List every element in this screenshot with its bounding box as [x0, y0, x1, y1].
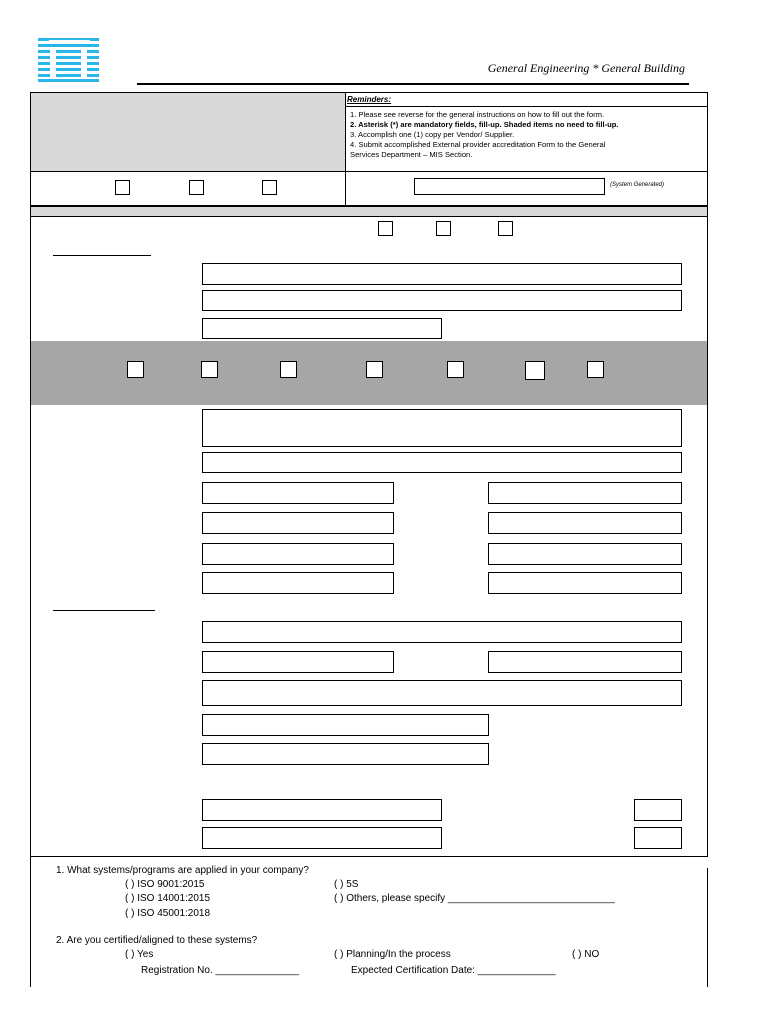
input-field-5b[interactable] — [488, 482, 682, 504]
shaded-checkbox-2[interactable] — [201, 361, 218, 378]
input-field-10a[interactable] — [202, 651, 394, 673]
category-checkbox-3[interactable] — [498, 221, 513, 236]
reminder-line-3: 3. Accomplish one (1) copy per Vendor/ Supplier. — [350, 130, 515, 139]
reminder-line-4: 4. Submit accomplished External provider accreditation Form to the General — [350, 140, 606, 149]
input-field-14a[interactable] — [202, 799, 442, 821]
input-field-3[interactable] — [202, 318, 442, 339]
q2-expected-date[interactable]: Expected Certification Date: ______________ — [351, 965, 556, 976]
input-field-7b[interactable] — [488, 543, 682, 565]
shaded-checkbox-1[interactable] — [127, 361, 144, 378]
reminder-line-2: 2. Asterisk (*) are mandatory fields, fill-up. Shaded items no need to fill-up. — [350, 120, 619, 129]
input-field-9[interactable] — [202, 621, 682, 643]
questions-right-border — [707, 868, 708, 987]
input-field-15a[interactable] — [202, 827, 442, 849]
question-1: 1. What systems/programs are applied in your company? — [56, 865, 309, 876]
input-field-8a[interactable] — [202, 572, 394, 594]
input-field-13[interactable] — [202, 743, 489, 765]
system-generated-label: (System Generated) — [610, 182, 665, 188]
questions-left-border — [30, 857, 31, 987]
input-field-10b[interactable] — [488, 651, 682, 673]
q2-option-no[interactable]: ( ) NO — [572, 949, 600, 960]
section-band — [30, 206, 708, 217]
input-field-7a[interactable] — [202, 543, 394, 565]
category-checkbox-1[interactable] — [378, 221, 393, 236]
question-2: 2. Are you certified/aligned to these systems? — [56, 935, 258, 946]
main-right-border — [707, 217, 708, 857]
system-generated-field[interactable] — [414, 178, 605, 195]
q1-option-others[interactable]: ( ) Others, please specify ______________________________ — [334, 893, 615, 904]
header-rule — [137, 83, 689, 85]
input-field-4[interactable] — [202, 452, 682, 473]
category-checkbox-2[interactable] — [436, 221, 451, 236]
q1-option-iso9001[interactable]: ( ) ISO 9001:2015 — [125, 879, 205, 890]
label-underline-1 — [53, 255, 151, 256]
input-field-15b[interactable] — [634, 827, 682, 849]
q1-option-iso45001[interactable]: ( ) ISO 45001:2018 — [125, 908, 211, 919]
input-field-12[interactable] — [202, 714, 489, 736]
main-left-border — [30, 217, 31, 857]
top-horizontal-divider — [30, 171, 708, 172]
input-field-1[interactable] — [202, 263, 682, 285]
reminders-title: Reminders: — [347, 95, 392, 104]
company-tagline: General Engineering * General Building — [487, 61, 685, 75]
q1-option-5s[interactable]: ( ) 5S — [334, 879, 359, 890]
reminder-line-1: 1. Please see reverse for the general instructions on how to fill out the form. — [350, 110, 605, 119]
shaded-checkbox-7[interactable] — [587, 361, 604, 378]
shaded-checkbox-5[interactable] — [447, 361, 464, 378]
input-field-2[interactable] — [202, 290, 682, 311]
type-checkbox-1[interactable] — [115, 180, 130, 195]
input-field-6a[interactable] — [202, 512, 394, 534]
shaded-checkbox-4[interactable] — [366, 361, 383, 378]
q1-option-iso14001[interactable]: ( ) ISO 14001:2015 — [125, 893, 211, 904]
top-vertical-divider — [345, 92, 346, 206]
q2-registration-no[interactable]: Registration No. _______________ — [141, 965, 299, 976]
address-field[interactable] — [202, 409, 682, 447]
shaded-checkbox-3[interactable] — [280, 361, 297, 378]
reminder-line-5: Services Department – MIS Section. — [350, 150, 473, 159]
type-checkbox-3[interactable] — [262, 180, 277, 195]
label-underline-2 — [53, 610, 155, 611]
shaded-checkbox-6[interactable] — [525, 361, 545, 380]
input-field-6b[interactable] — [488, 512, 682, 534]
type-checkbox-2[interactable] — [189, 180, 204, 195]
input-field-8b[interactable] — [488, 572, 682, 594]
input-field-14b[interactable] — [634, 799, 682, 821]
shaded-company-field — [31, 93, 345, 171]
main-bottom-border — [30, 856, 708, 857]
q2-option-planning[interactable]: ( ) Planning/In the process — [334, 949, 451, 960]
input-field-5a[interactable] — [202, 482, 394, 504]
company-logo — [38, 38, 99, 82]
input-field-11[interactable] — [202, 680, 682, 706]
q2-option-yes[interactable]: ( ) Yes — [125, 949, 154, 960]
